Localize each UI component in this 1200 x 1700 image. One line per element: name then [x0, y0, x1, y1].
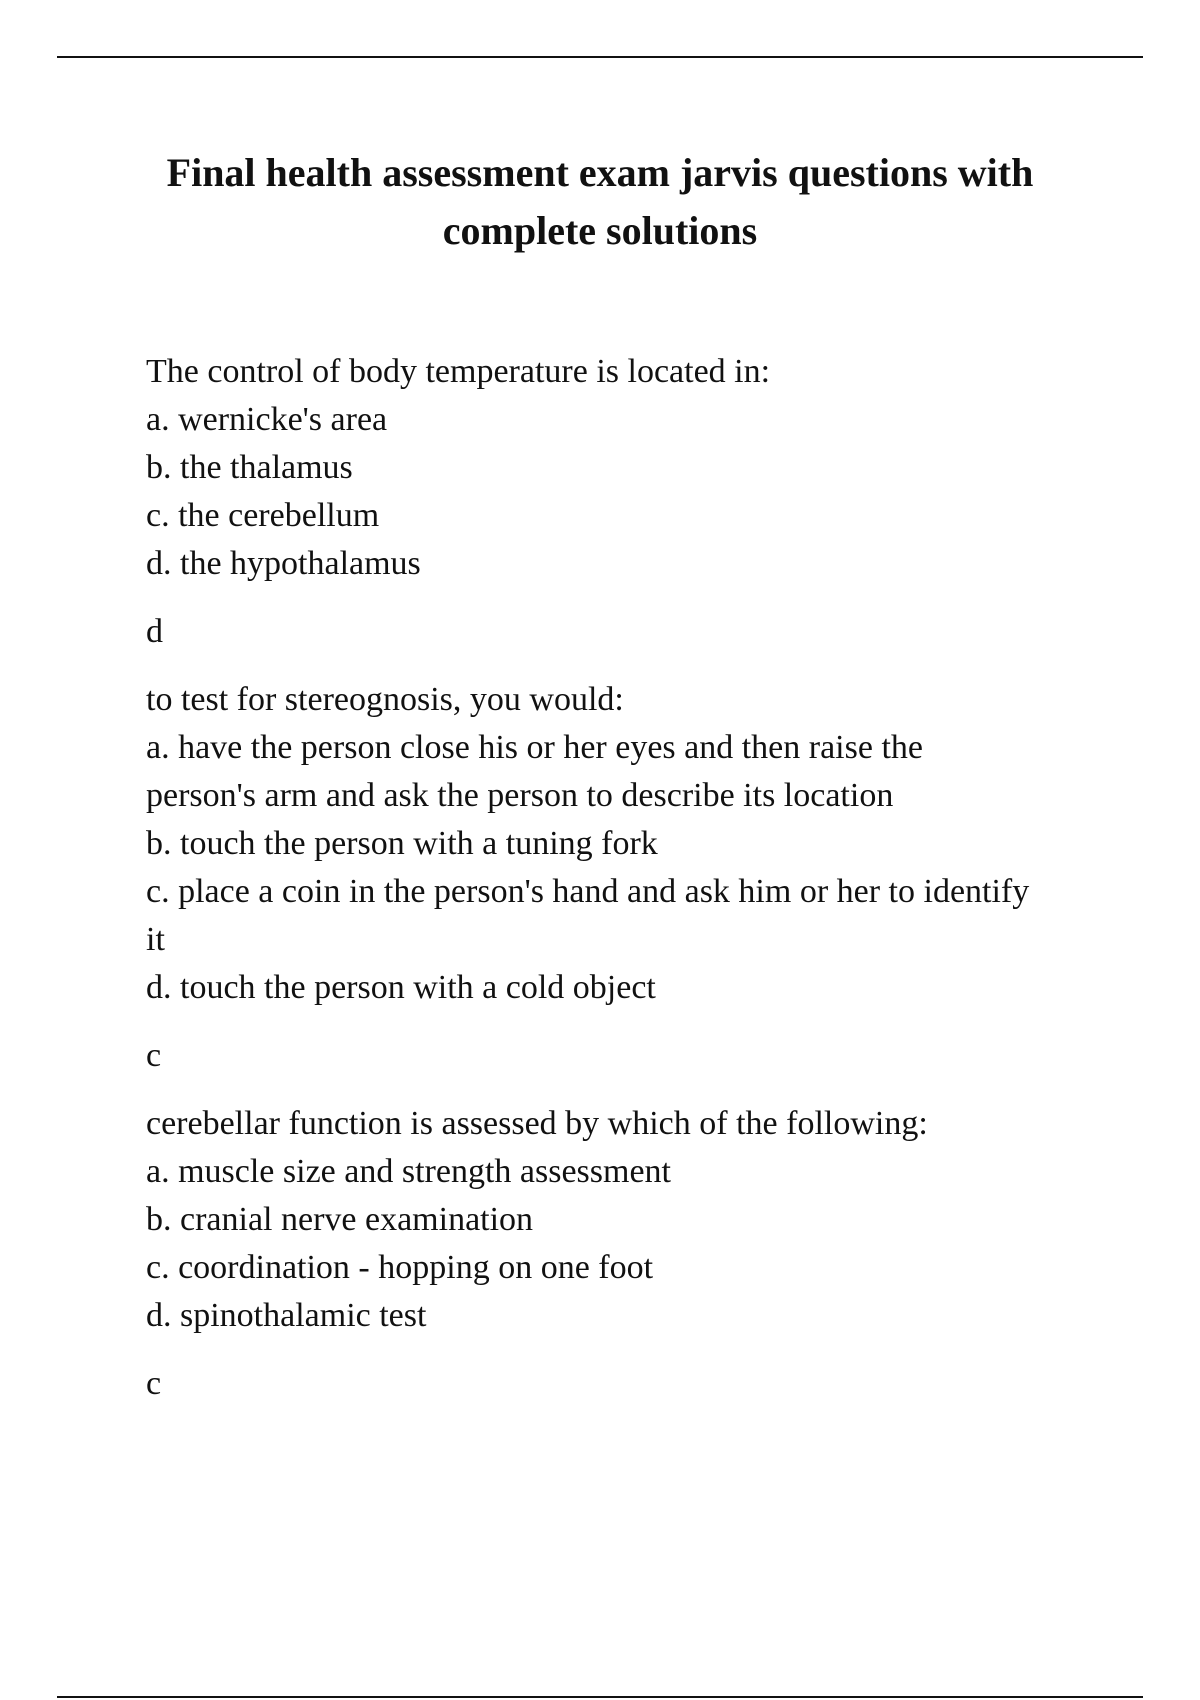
option-c: c. place a coin in the person's hand and ask him or her to identify — [146, 873, 1030, 910]
answer-3: c — [146, 1365, 162, 1402]
question-3 — [146, 1100, 1106, 1340]
answer-1: d — [146, 613, 163, 650]
option-c: c. the cerebellum — [146, 497, 380, 534]
question-stem: cerebellar function is assessed by which of the following: — [146, 1105, 928, 1142]
question-1 — [146, 348, 1106, 588]
option-c: c. coordination - hopping on one foot — [146, 1249, 654, 1286]
question-2 — [146, 676, 1106, 1012]
option-d: d. spinothalamic test — [146, 1297, 427, 1334]
option-b: b. touch the person with a tuning fork — [146, 825, 658, 862]
question-list — [146, 348, 1106, 1428]
option-a-continued: person's arm and ask the person to describe its location — [146, 777, 894, 814]
option-d: d. touch the person with a cold object — [146, 969, 656, 1006]
document-title: Final health assessment exam jarvis questions with complete solutions — [166, 150, 1034, 253]
option-b: b. cranial nerve examination — [146, 1201, 534, 1238]
option-d: d. the hypothalamus — [146, 545, 421, 582]
question-block-3 — [146, 1100, 1106, 1408]
bottom-rule — [57, 1696, 1143, 1698]
question-block-1 — [146, 348, 1106, 656]
option-a: a. have the person close his or her eyes and then raise the — [146, 729, 923, 766]
question-block-2 — [146, 676, 1106, 1080]
option-c-continued: it — [146, 921, 165, 958]
option-a: a. muscle size and strength assessment — [146, 1153, 671, 1190]
question-stem: The control of body temperature is located in: — [146, 353, 771, 390]
question-stem: to test for stereognosis, you would: — [146, 681, 624, 718]
option-b: b. the thalamus — [146, 449, 353, 486]
option-a: a. wernicke's area — [146, 401, 388, 438]
top-rule — [57, 56, 1143, 58]
answer-2: c — [146, 1037, 162, 1074]
